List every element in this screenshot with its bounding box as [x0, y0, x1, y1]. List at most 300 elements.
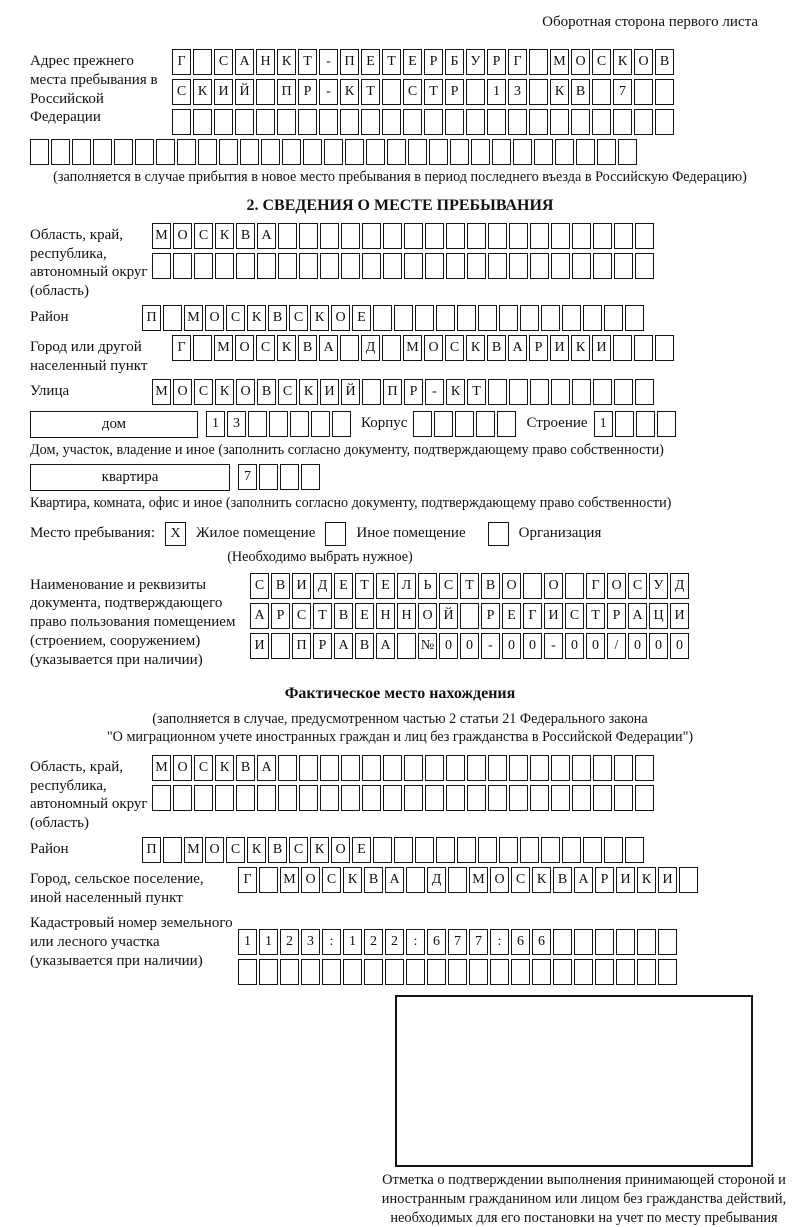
- char-box[interactable]: Т: [382, 49, 401, 75]
- char-box[interactable]: [625, 837, 644, 863]
- char-box[interactable]: Й: [235, 79, 254, 105]
- char-box[interactable]: С: [226, 837, 245, 863]
- char-box[interactable]: [529, 109, 548, 135]
- char-box[interactable]: [614, 223, 633, 249]
- char-box[interactable]: [492, 139, 511, 165]
- char-box[interactable]: 0: [502, 633, 521, 659]
- char-box[interactable]: [657, 411, 676, 437]
- char-box[interactable]: [488, 253, 507, 279]
- char-box[interactable]: С: [289, 305, 308, 331]
- char-box[interactable]: К: [247, 305, 266, 331]
- char-box[interactable]: 0: [460, 633, 479, 659]
- char-box[interactable]: Д: [361, 335, 380, 361]
- char-box[interactable]: [593, 223, 612, 249]
- char-box[interactable]: [574, 959, 593, 985]
- char-box[interactable]: С: [292, 603, 311, 629]
- char-box[interactable]: [278, 223, 297, 249]
- char-box[interactable]: [615, 411, 634, 437]
- char-box[interactable]: Е: [352, 305, 371, 331]
- char-box[interactable]: :: [322, 929, 341, 955]
- char-box[interactable]: Е: [376, 573, 395, 599]
- char-box[interactable]: О: [331, 305, 350, 331]
- char-box[interactable]: С: [250, 573, 269, 599]
- char-box[interactable]: [152, 785, 171, 811]
- char-box[interactable]: [523, 573, 542, 599]
- char-box[interactable]: 0: [649, 633, 668, 659]
- char-box[interactable]: Г: [172, 335, 191, 361]
- char-box[interactable]: [340, 109, 359, 135]
- char-box[interactable]: О: [236, 379, 255, 405]
- char-box[interactable]: [446, 223, 465, 249]
- char-box[interactable]: К: [215, 379, 234, 405]
- char-box[interactable]: [466, 109, 485, 135]
- char-box[interactable]: [448, 959, 467, 985]
- char-box[interactable]: Т: [313, 603, 332, 629]
- char-box[interactable]: [529, 49, 548, 75]
- char-box[interactable]: [635, 253, 654, 279]
- char-box[interactable]: [362, 253, 381, 279]
- char-box[interactable]: К: [343, 867, 362, 893]
- char-box[interactable]: [51, 139, 70, 165]
- char-box[interactable]: [299, 785, 318, 811]
- char-box[interactable]: В: [487, 335, 506, 361]
- char-box[interactable]: [555, 139, 574, 165]
- char-box[interactable]: [278, 755, 297, 781]
- char-box[interactable]: К: [466, 335, 485, 361]
- char-box[interactable]: В: [655, 49, 674, 75]
- char-box[interactable]: В: [364, 867, 383, 893]
- char-box[interactable]: Г: [508, 49, 527, 75]
- char-box[interactable]: /: [607, 633, 626, 659]
- char-box[interactable]: О: [544, 573, 563, 599]
- char-box[interactable]: [408, 139, 427, 165]
- char-box[interactable]: О: [502, 573, 521, 599]
- char-box[interactable]: О: [490, 867, 509, 893]
- char-box[interactable]: [271, 633, 290, 659]
- house-type-box[interactable]: дом: [30, 411, 198, 438]
- char-box[interactable]: [576, 139, 595, 165]
- char-box[interactable]: [364, 959, 383, 985]
- char-box[interactable]: [448, 867, 467, 893]
- char-box[interactable]: О: [173, 379, 192, 405]
- char-box[interactable]: -: [319, 79, 338, 105]
- char-box[interactable]: 2: [385, 929, 404, 955]
- char-box[interactable]: [219, 139, 238, 165]
- char-box[interactable]: [467, 223, 486, 249]
- char-box[interactable]: [636, 411, 655, 437]
- char-box[interactable]: [236, 253, 255, 279]
- char-box[interactable]: [424, 109, 443, 135]
- char-box[interactable]: М: [280, 867, 299, 893]
- char-box[interactable]: Р: [271, 603, 290, 629]
- char-box[interactable]: [177, 139, 196, 165]
- char-box[interactable]: С: [439, 573, 458, 599]
- char-box[interactable]: Т: [460, 573, 479, 599]
- char-box[interactable]: 2: [280, 929, 299, 955]
- char-box[interactable]: [604, 837, 623, 863]
- char-box[interactable]: Р: [445, 79, 464, 105]
- char-box[interactable]: [301, 464, 320, 490]
- char-box[interactable]: [320, 223, 339, 249]
- char-box[interactable]: [478, 305, 497, 331]
- stay-type-checkbox-other-premises[interactable]: [325, 522, 346, 546]
- char-box[interactable]: [618, 139, 637, 165]
- char-box[interactable]: К: [247, 837, 266, 863]
- char-box[interactable]: [383, 223, 402, 249]
- char-box[interactable]: [530, 755, 549, 781]
- char-box[interactable]: [259, 959, 278, 985]
- char-box[interactable]: [466, 79, 485, 105]
- char-box[interactable]: [551, 755, 570, 781]
- char-box[interactable]: [303, 139, 322, 165]
- stay-type-checkbox-residential[interactable]: X: [165, 522, 186, 546]
- char-box[interactable]: Б: [445, 49, 464, 75]
- char-box[interactable]: [235, 109, 254, 135]
- char-box[interactable]: 7: [469, 929, 488, 955]
- char-box[interactable]: :: [406, 929, 425, 955]
- char-box[interactable]: Т: [586, 603, 605, 629]
- char-box[interactable]: О: [173, 223, 192, 249]
- char-box[interactable]: Д: [670, 573, 689, 599]
- char-box[interactable]: 0: [586, 633, 605, 659]
- char-box[interactable]: [520, 837, 539, 863]
- char-box[interactable]: Д: [313, 573, 332, 599]
- char-box[interactable]: 1: [206, 411, 225, 437]
- char-box[interactable]: Й: [341, 379, 360, 405]
- char-box[interactable]: Р: [529, 335, 548, 361]
- char-box[interactable]: И: [670, 603, 689, 629]
- char-box[interactable]: С: [445, 335, 464, 361]
- char-box[interactable]: [572, 379, 591, 405]
- char-box[interactable]: П: [142, 837, 161, 863]
- char-box[interactable]: М: [152, 379, 171, 405]
- char-box[interactable]: 0: [670, 633, 689, 659]
- char-box[interactable]: [278, 253, 297, 279]
- char-box[interactable]: [256, 79, 275, 105]
- char-box[interactable]: К: [277, 49, 296, 75]
- char-box[interactable]: О: [418, 603, 437, 629]
- char-box[interactable]: В: [257, 379, 276, 405]
- char-box[interactable]: [637, 959, 656, 985]
- char-box[interactable]: 3: [227, 411, 246, 437]
- char-box[interactable]: [280, 464, 299, 490]
- char-box[interactable]: К: [310, 837, 329, 863]
- char-box[interactable]: [457, 305, 476, 331]
- char-box[interactable]: 0: [439, 633, 458, 659]
- char-box[interactable]: [135, 139, 154, 165]
- char-box[interactable]: К: [215, 223, 234, 249]
- char-box[interactable]: [571, 109, 590, 135]
- char-box[interactable]: [173, 785, 192, 811]
- char-box[interactable]: В: [236, 223, 255, 249]
- char-box[interactable]: К: [550, 79, 569, 105]
- char-box[interactable]: [572, 253, 591, 279]
- char-box[interactable]: [282, 139, 301, 165]
- char-box[interactable]: [301, 959, 320, 985]
- char-box[interactable]: С: [592, 49, 611, 75]
- char-box[interactable]: В: [334, 603, 353, 629]
- char-box[interactable]: [614, 755, 633, 781]
- char-box[interactable]: К: [310, 305, 329, 331]
- char-box[interactable]: [637, 929, 656, 955]
- char-box[interactable]: К: [299, 379, 318, 405]
- char-box[interactable]: [530, 785, 549, 811]
- char-box[interactable]: [299, 253, 318, 279]
- char-box[interactable]: [248, 411, 267, 437]
- char-box[interactable]: [532, 959, 551, 985]
- char-box[interactable]: [415, 837, 434, 863]
- apartment-type-box[interactable]: квартира: [30, 464, 230, 491]
- char-box[interactable]: 6: [532, 929, 551, 955]
- char-box[interactable]: С: [226, 305, 245, 331]
- char-box[interactable]: К: [193, 79, 212, 105]
- char-box[interactable]: [193, 335, 212, 361]
- char-box[interactable]: Т: [424, 79, 443, 105]
- char-box[interactable]: [655, 335, 674, 361]
- char-box[interactable]: [299, 223, 318, 249]
- char-box[interactable]: [406, 867, 425, 893]
- char-box[interactable]: [256, 109, 275, 135]
- char-box[interactable]: [343, 959, 362, 985]
- char-box[interactable]: [499, 837, 518, 863]
- char-box[interactable]: А: [385, 867, 404, 893]
- char-box[interactable]: 0: [628, 633, 647, 659]
- char-box[interactable]: [562, 837, 581, 863]
- char-box[interactable]: О: [331, 837, 350, 863]
- char-box[interactable]: [634, 109, 653, 135]
- char-box[interactable]: [604, 305, 623, 331]
- stay-type-checkbox-organization[interactable]: [488, 522, 509, 546]
- char-box[interactable]: №: [418, 633, 437, 659]
- char-box[interactable]: [593, 755, 612, 781]
- char-box[interactable]: 1: [238, 929, 257, 955]
- char-box[interactable]: В: [571, 79, 590, 105]
- char-box[interactable]: И: [292, 573, 311, 599]
- char-box[interactable]: В: [268, 837, 287, 863]
- char-box[interactable]: [341, 755, 360, 781]
- char-box[interactable]: А: [319, 335, 338, 361]
- char-box[interactable]: [257, 253, 276, 279]
- char-box[interactable]: [497, 411, 516, 437]
- char-box[interactable]: [240, 139, 259, 165]
- char-box[interactable]: [215, 253, 234, 279]
- char-box[interactable]: [679, 867, 698, 893]
- char-box[interactable]: [298, 109, 317, 135]
- char-box[interactable]: [362, 785, 381, 811]
- char-box[interactable]: :: [490, 929, 509, 955]
- char-box[interactable]: [425, 785, 444, 811]
- char-box[interactable]: [406, 959, 425, 985]
- char-box[interactable]: [592, 79, 611, 105]
- char-box[interactable]: [595, 959, 614, 985]
- char-box[interactable]: [404, 785, 423, 811]
- char-box[interactable]: 7: [613, 79, 632, 105]
- char-box[interactable]: [553, 929, 572, 955]
- char-box[interactable]: О: [173, 755, 192, 781]
- char-box[interactable]: Е: [352, 837, 371, 863]
- char-box[interactable]: П: [292, 633, 311, 659]
- char-box[interactable]: С: [322, 867, 341, 893]
- char-box[interactable]: [404, 223, 423, 249]
- char-box[interactable]: [565, 573, 584, 599]
- char-box[interactable]: [551, 253, 570, 279]
- char-box[interactable]: [509, 223, 528, 249]
- char-box[interactable]: [215, 785, 234, 811]
- char-box[interactable]: М: [152, 223, 171, 249]
- char-box[interactable]: [382, 79, 401, 105]
- char-box[interactable]: М: [214, 335, 233, 361]
- char-box[interactable]: [509, 379, 528, 405]
- char-box[interactable]: [469, 959, 488, 985]
- char-box[interactable]: У: [649, 573, 668, 599]
- char-box[interactable]: В: [271, 573, 290, 599]
- char-box[interactable]: [425, 755, 444, 781]
- char-box[interactable]: М: [550, 49, 569, 75]
- char-box[interactable]: А: [257, 223, 276, 249]
- char-box[interactable]: С: [289, 837, 308, 863]
- char-box[interactable]: П: [277, 79, 296, 105]
- char-box[interactable]: [488, 755, 507, 781]
- char-box[interactable]: М: [469, 867, 488, 893]
- char-box[interactable]: [488, 223, 507, 249]
- char-box[interactable]: [478, 837, 497, 863]
- char-box[interactable]: К: [532, 867, 551, 893]
- char-box[interactable]: [635, 379, 654, 405]
- char-box[interactable]: Й: [439, 603, 458, 629]
- char-box[interactable]: [345, 139, 364, 165]
- char-box[interactable]: И: [592, 335, 611, 361]
- char-box[interactable]: [513, 139, 532, 165]
- char-box[interactable]: [592, 109, 611, 135]
- char-box[interactable]: [467, 253, 486, 279]
- char-box[interactable]: А: [334, 633, 353, 659]
- char-box[interactable]: [173, 253, 192, 279]
- char-box[interactable]: [450, 139, 469, 165]
- char-box[interactable]: [499, 305, 518, 331]
- char-box[interactable]: [616, 929, 635, 955]
- char-box[interactable]: [467, 785, 486, 811]
- char-box[interactable]: 0: [523, 633, 542, 659]
- char-box[interactable]: [614, 379, 633, 405]
- char-box[interactable]: [382, 335, 401, 361]
- char-box[interactable]: Т: [298, 49, 317, 75]
- char-box[interactable]: [434, 411, 453, 437]
- char-box[interactable]: [530, 379, 549, 405]
- char-box[interactable]: [214, 109, 233, 135]
- char-box[interactable]: [193, 49, 212, 75]
- char-box[interactable]: -: [481, 633, 500, 659]
- char-box[interactable]: [394, 837, 413, 863]
- char-box[interactable]: [198, 139, 217, 165]
- char-box[interactable]: [490, 959, 509, 985]
- char-box[interactable]: [446, 253, 465, 279]
- char-box[interactable]: Р: [487, 49, 506, 75]
- char-box[interactable]: С: [628, 573, 647, 599]
- char-box[interactable]: -: [425, 379, 444, 405]
- char-box[interactable]: [340, 335, 359, 361]
- char-box[interactable]: 0: [565, 633, 584, 659]
- char-box[interactable]: [277, 109, 296, 135]
- char-box[interactable]: [488, 785, 507, 811]
- char-box[interactable]: [488, 379, 507, 405]
- char-box[interactable]: [572, 755, 591, 781]
- char-box[interactable]: [658, 929, 677, 955]
- char-box[interactable]: А: [257, 755, 276, 781]
- char-box[interactable]: [616, 959, 635, 985]
- char-box[interactable]: [152, 253, 171, 279]
- char-box[interactable]: Н: [376, 603, 395, 629]
- char-box[interactable]: 1: [594, 411, 613, 437]
- char-box[interactable]: [194, 253, 213, 279]
- char-box[interactable]: [625, 305, 644, 331]
- char-box[interactable]: [455, 411, 474, 437]
- char-box[interactable]: [574, 929, 593, 955]
- char-box[interactable]: О: [424, 335, 443, 361]
- char-box[interactable]: П: [383, 379, 402, 405]
- char-box[interactable]: Г: [523, 603, 542, 629]
- char-box[interactable]: И: [658, 867, 677, 893]
- char-box[interactable]: [541, 837, 560, 863]
- char-box[interactable]: [613, 335, 632, 361]
- char-box[interactable]: Г: [586, 573, 605, 599]
- char-box[interactable]: И: [544, 603, 563, 629]
- char-box[interactable]: [403, 109, 422, 135]
- char-box[interactable]: [280, 959, 299, 985]
- char-box[interactable]: К: [571, 335, 590, 361]
- char-box[interactable]: Р: [313, 633, 332, 659]
- char-box[interactable]: Г: [172, 49, 191, 75]
- char-box[interactable]: [404, 253, 423, 279]
- char-box[interactable]: С: [214, 49, 233, 75]
- char-box[interactable]: Д: [427, 867, 446, 893]
- char-box[interactable]: [487, 109, 506, 135]
- char-box[interactable]: К: [277, 335, 296, 361]
- char-box[interactable]: [156, 139, 175, 165]
- char-box[interactable]: [425, 223, 444, 249]
- char-box[interactable]: Ц: [649, 603, 668, 629]
- char-box[interactable]: [553, 959, 572, 985]
- char-box[interactable]: Р: [404, 379, 423, 405]
- char-box[interactable]: О: [607, 573, 626, 599]
- char-box[interactable]: 7: [238, 464, 257, 490]
- char-box[interactable]: В: [553, 867, 572, 893]
- char-box[interactable]: [595, 929, 614, 955]
- char-box[interactable]: О: [205, 837, 224, 863]
- char-box[interactable]: [509, 755, 528, 781]
- char-box[interactable]: Е: [355, 603, 374, 629]
- char-box[interactable]: [425, 253, 444, 279]
- char-box[interactable]: [278, 785, 297, 811]
- char-box[interactable]: [460, 603, 479, 629]
- char-box[interactable]: С: [194, 223, 213, 249]
- char-box[interactable]: О: [634, 49, 653, 75]
- char-box[interactable]: [529, 79, 548, 105]
- char-box[interactable]: Е: [502, 603, 521, 629]
- char-box[interactable]: [551, 223, 570, 249]
- char-box[interactable]: Н: [256, 49, 275, 75]
- char-box[interactable]: Г: [238, 867, 257, 893]
- char-box[interactable]: А: [376, 633, 395, 659]
- char-box[interactable]: [551, 785, 570, 811]
- char-box[interactable]: О: [571, 49, 590, 75]
- char-box[interactable]: О: [235, 335, 254, 361]
- char-box[interactable]: Е: [334, 573, 353, 599]
- char-box[interactable]: [236, 785, 255, 811]
- char-box[interactable]: [163, 837, 182, 863]
- char-box[interactable]: М: [184, 837, 203, 863]
- char-box[interactable]: [436, 837, 455, 863]
- char-box[interactable]: К: [637, 867, 656, 893]
